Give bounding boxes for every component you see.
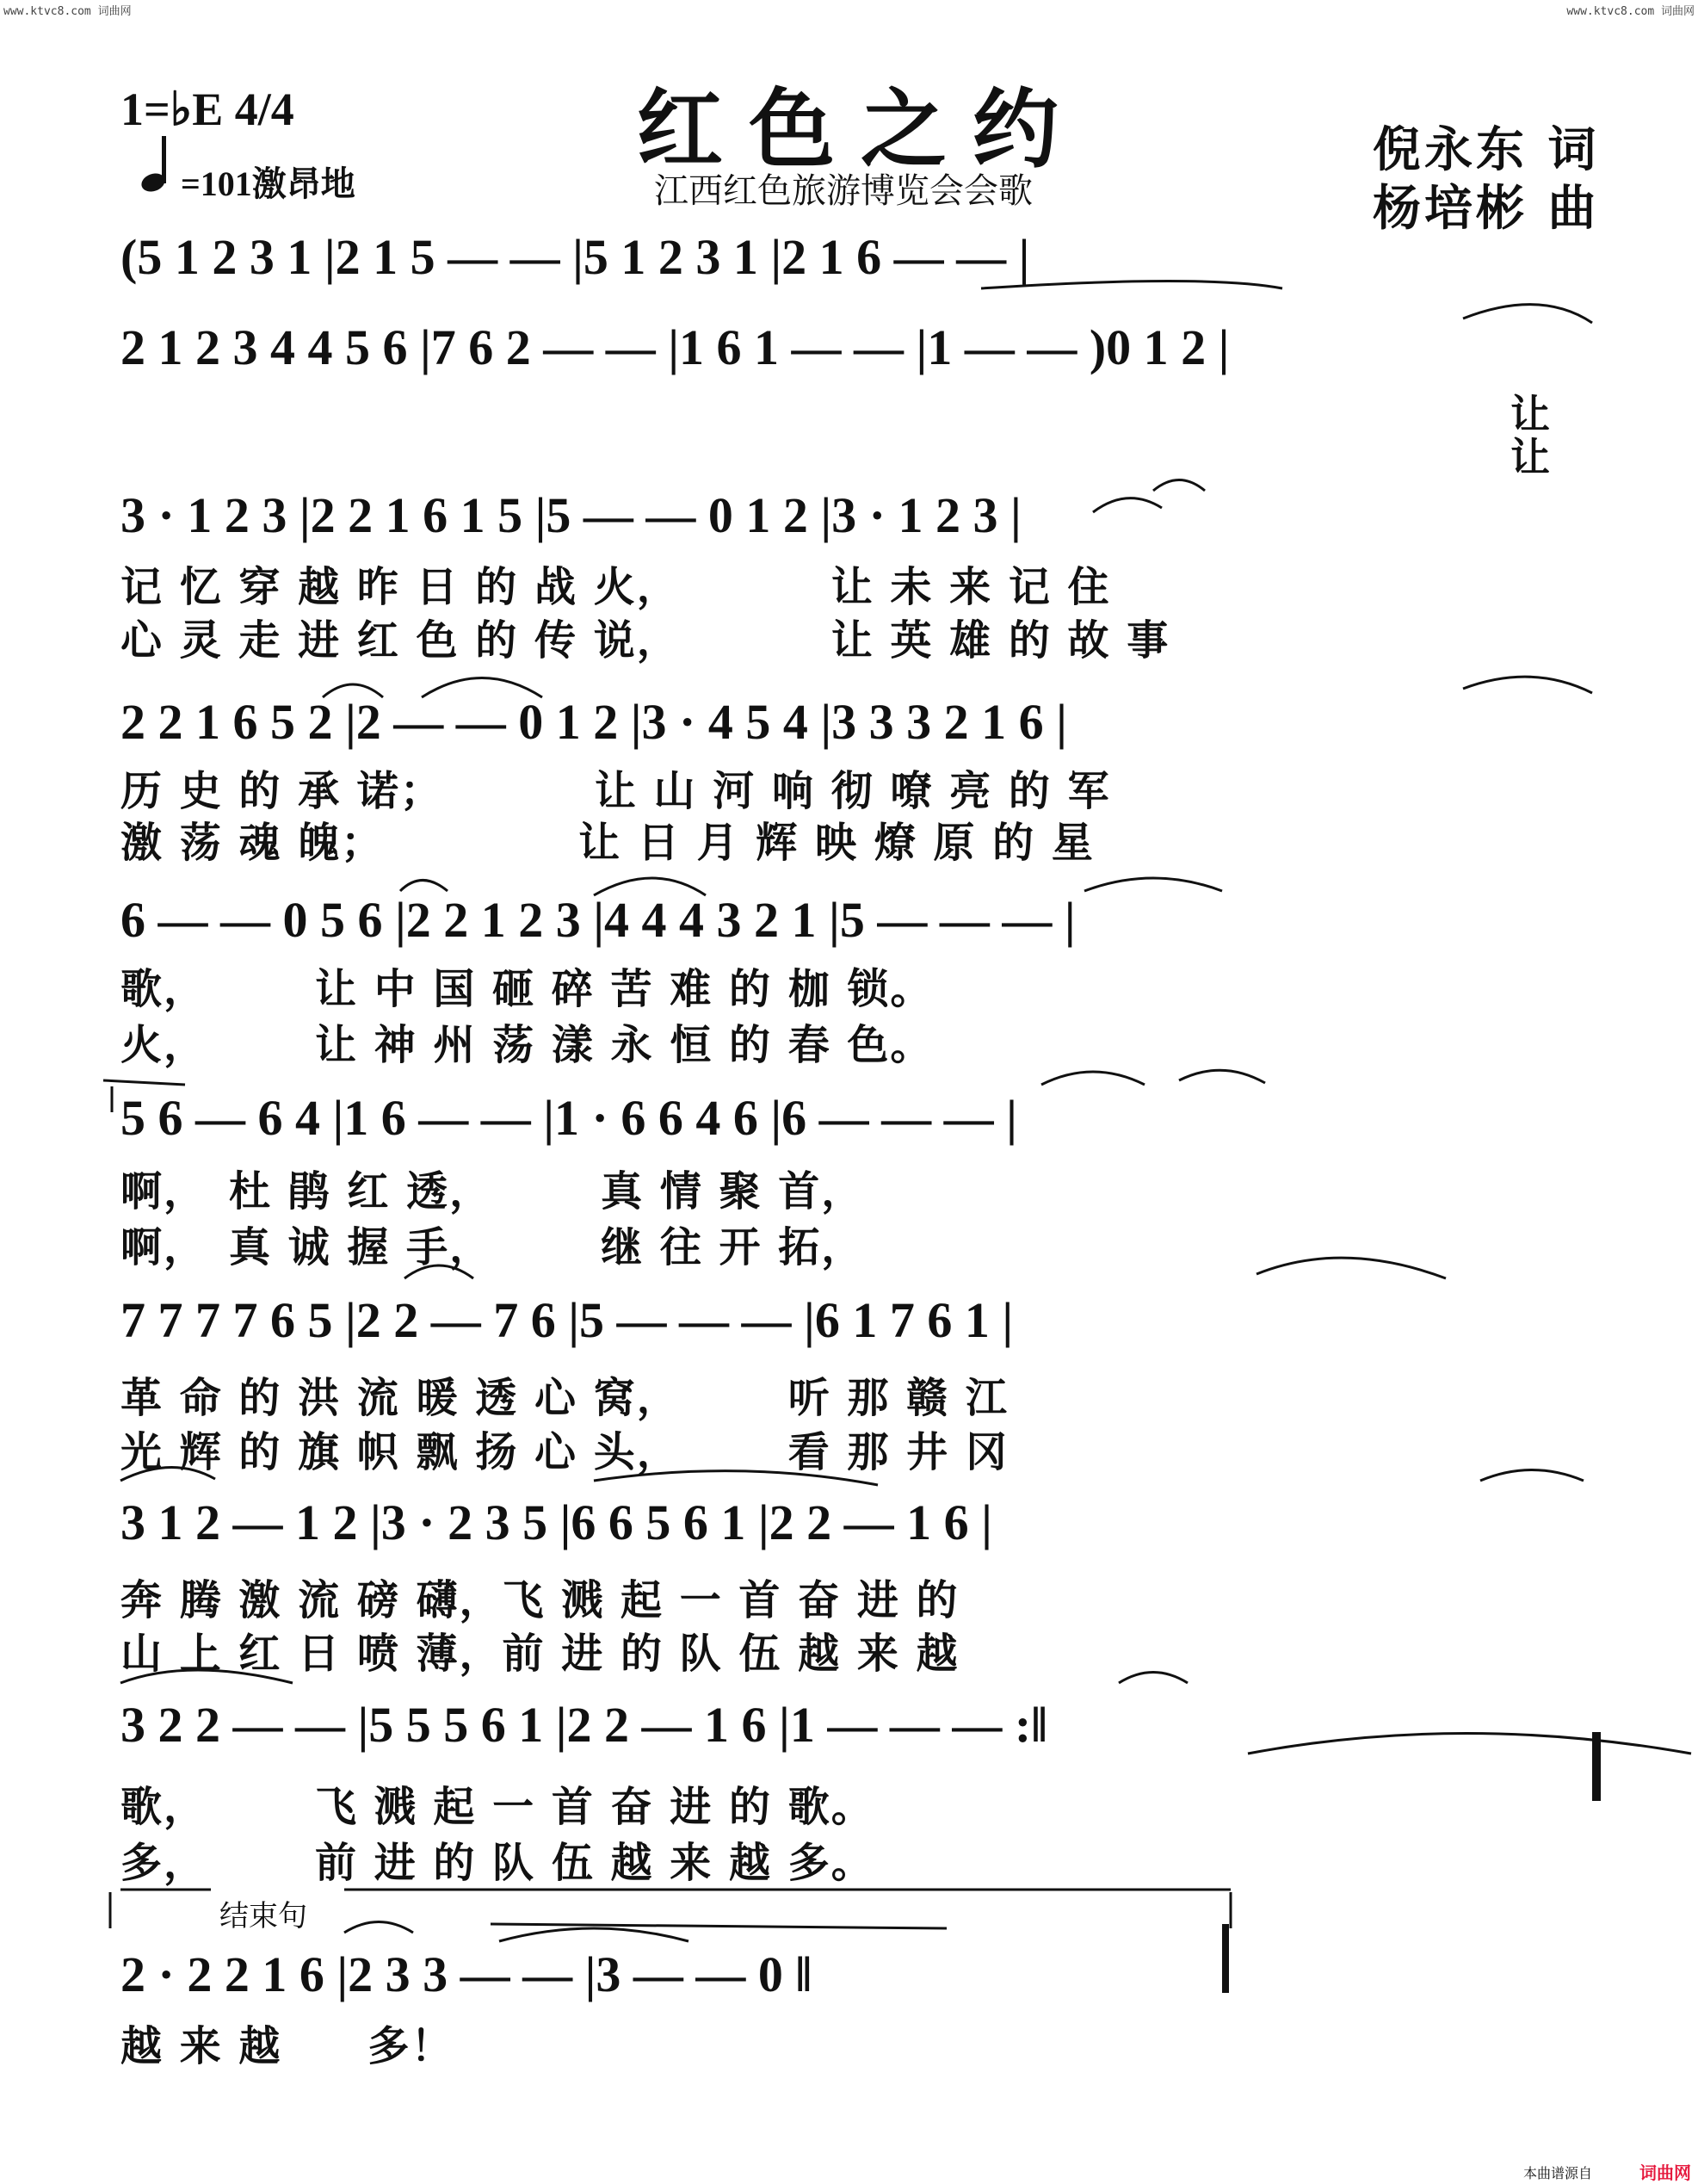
song-subtitle: 江西红色旅游博览会会歌 [654,171,1033,211]
lyrics-line-9-verse-1: 歌， 飞 溅 起 一 首 奋 进 的 歌。 [120,1783,874,1831]
lyrics-line-7-verse-2: 光 辉 的 旗 帜 飘 扬 心 头， 看 那 井 冈 [120,1428,1009,1476]
lyrics-line-7-verse-1: 革 命 的 洪 流 暖 透 心 窝， 听 那 赣 江 [120,1374,1009,1422]
lyrics-line-5-verse-1: 歌， 让 中 国 砸 碎 苦 难 的 枷 锁。 [120,965,934,1013]
score-line-2: 2 1 2 3 4 4 5 6 |7 6 2 — — |1 6 1 — — |1 — — )0 1 2 | [120,319,1230,375]
lyrics-line-8-verse-1: 奔 腾 激 流 磅 礴，飞 溅 起 一 首 奋 进 的 [120,1576,960,1624]
lyrics-line-6-verse-2: 啊， 真 诚 握 手， 继 往 开 拓， [120,1223,865,1271]
composer-credit: 杨培彬 曲 [1373,180,1600,237]
lyrics-line-5-verse-2: 火， 让 神 州 荡 漾 永 恒 的 春 色。 [120,1021,934,1069]
score-line-6: 5 6 — 6 4 |1 6 — — |1 · 6 6 4 6 |6 — — — | [120,1090,1017,1146]
score-line-4: 2 2 1 6 5 2 |2 — — 0 1 2 |3 · 4 5 4 |3 3 3 2 1 6 | [120,694,1067,750]
lyrics-line-4-verse-1: 历 史 的 承 诺； 让 山 河 响 彻 嘹 亮 的 军 [120,767,1111,815]
tempo-marking: =101激昂地 [181,164,355,203]
score-line-7: 7 7 7 7 6 5 |2 2 — 7 6 |5 — — — |6 1 7 6 1 | [120,1292,1014,1348]
lyrics-line-4-verse-2: 激 荡 魂 魄； 让 日 月 辉 映 燎 原 的 星 [120,819,1095,867]
lyrics-line-8-verse-2: 山 上 红 日 喷 薄，前 进 的 队 伍 越 来 越 [120,1630,960,1678]
intro-lyric-2: 让 [1510,434,1550,480]
score-line-3: 3 · 1 2 3 |2 2 1 6 1 5 |5 — — 0 1 2 |3 · 1 2 3 | [120,487,1022,543]
lyrics-line-3-verse-2: 心 灵 走 进 红 色 的 传 说， 让 英 雄 的 故 事 [120,616,1170,665]
ending-label: 结束句 [219,1899,307,1933]
footer-logo[interactable]: 词曲网 [1639,2164,1691,2183]
score-line-1: (5 1 2 3 1 |2 1 5 — — |5 1 2 3 1 |2 1 6 — — | [120,229,1030,285]
lyrics-line-3-verse-1: 记 忆 穿 越 昨 日 的 战 火， 让 未 来 记 住 [120,563,1111,611]
intro-lyric-1: 让 [1510,391,1550,437]
lyrics-line-6-verse-1: 啊， 杜 鹃 红 透， 真 情 聚 首， [120,1167,865,1216]
score-line-8: 3 1 2 — 1 2 |3 · 2 3 5 |6 6 5 6 1 |2 2 — 1 6 | [120,1494,992,1550]
key-signature: 1=♭E 4/4 [120,84,294,135]
score-line-9: 3 2 2 — — |5 5 5 6 1 |2 2 — 1 6 |1 — — — :‖ [120,1697,1047,1753]
song-title: 红色之约 [637,78,1084,180]
watermark-left: www.ktvc8.com 词曲网 [3,5,132,18]
watermark-right: www.ktvc8.com 词曲网 [1566,5,1695,18]
lyrics-line-10-verse-1: 越 来 越 多！ [120,2022,454,2070]
footer-source: 本曲谱源自 [1523,2167,1593,2181]
score-line-5: 6 — — 0 5 6 |2 2 1 2 3 |4 4 4 3 2 1 |5 — — — | [120,892,1076,948]
lyrics-line-9-verse-2: 多， 前 进 的 队 伍 越 来 越 多。 [120,1839,874,1887]
score-line-10: 2 · 2 2 1 6 |2 3 3 — — |3 — — 0 ‖ [120,1946,812,2002]
lyricist-credit: 倪永东 词 [1373,121,1600,178]
